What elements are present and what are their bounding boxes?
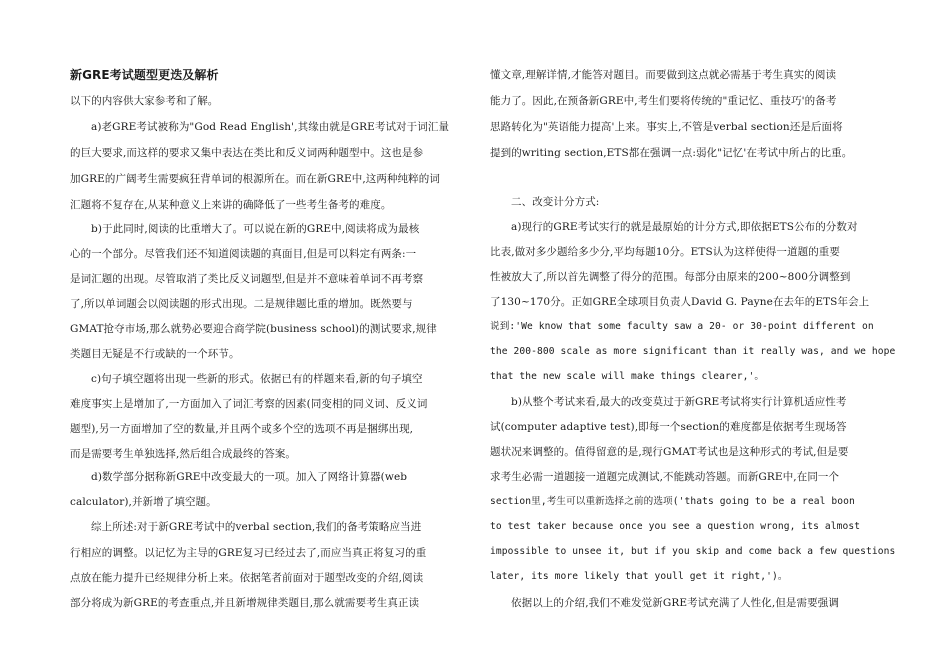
text-line: 汇题将不复存在,从某种意义上来讲的确降低了一些考生备考的难度。 (70, 199, 392, 211)
text-line: 求考生必需一道题接一道题完成测试,不能跳动答题。而新GRE中,在同一个 (490, 471, 840, 483)
text-line: 部分将成为新GRE的考查重点,并且新增规律类题目,那么就需要考生真正读 (70, 597, 420, 609)
text-line: 性被放大了,所以首先调整了得分的范围。每部分由原来的200~800分调整到 (490, 271, 851, 283)
text-line: 依据以上的介绍,我们不难发觉新GRE考试充满了人性化,但是需要强调 (511, 597, 839, 609)
text-line: a)现行的GRE考试实行的就是最原始的计分方式,即依据ETS公布的分数对 (511, 221, 858, 233)
text-line: c)句子填空题将出现一些新的形式。依据已有的样题来看,新的句子填空 (91, 373, 423, 385)
text-line: 试(computer adaptive test),即每一个section的难度都是依据考生现场答 (490, 421, 847, 433)
text-line: 以下的内容供大家参考和了解。 (70, 95, 219, 107)
text-line: 类题目无疑是不行或缺的一个环节。 (70, 348, 240, 360)
text-line: 综上所述:对于新GRE考试中的verbal section,我们的备考策略应当进 (91, 521, 422, 533)
text-line: 题型),另一方面增加了空的数量,并且两个或多个空的选项不再是捆绑出现, (70, 423, 414, 435)
text-line: 题状况来调整的。值得留意的是,现行GMAT考试也是这种形式的考试,但是要 (490, 446, 849, 458)
text-line: 行相应的调整。以记忆为主导的GRE复习已经过去了,而应当真正将复习的重 (70, 547, 427, 559)
quote-line: the 200-800 scale as more significant than it really was, and we hope (490, 346, 896, 357)
text-line: b)从整个考试来看,最大的改变莫过于新GRE考试将实行计算机适应性考 (511, 396, 847, 408)
text-line: b)于此同时,阅读的比重增大了。可以说在新的GRE中,阅读将成为最核 (91, 223, 420, 235)
text-line: 了,所以单词题会以阅读题的形式出现。二是规律题比重的增加。既然要与 (70, 298, 413, 310)
text-line: d)数学部分据称新GRE中改变最大的一项。加入了网络计算器(web (91, 471, 408, 483)
text-line: GMAT抢夺市场,那么就势必要迎合商学院(business school)的测试要求,规律 (70, 323, 437, 335)
text-line: 点放在能力提升已经规律分析上来。依据笔者前面对于题型改变的介绍,阅读 (70, 572, 424, 584)
text-line: 提到的writing section,ETS都在强调一点:弱化"记忆'在考试中所占的比重。 (490, 147, 853, 159)
section-heading: 二、改变计分方式: (511, 196, 600, 208)
quote-line: section里,考生可以重新选择之前的选项('thats going to be a real boon (490, 496, 855, 507)
text-line: 能力了。因此,在预备新GRE中,考生们要将传统的"重记忆、重技巧'的备考 (490, 95, 837, 107)
quote-line: to test taker because once you see a question wrong, its almost (490, 521, 861, 532)
quote-line: that the new scale will make things clearer,'。 (490, 371, 765, 382)
quote-line: later, its more likely that youll get it right,')。 (490, 571, 788, 582)
text-line: 了130~170分。正如GRE全球项目负责人David G. Payne在去年的ETS年会上 (490, 296, 870, 308)
text-line: 加GRE的广阔考生需要疯狂背单词的根源所在。而在新GRE中,这两种纯粹的词 (70, 173, 440, 185)
quote-line: 说到:'We know that some faculty saw a 20- or 30-point different on (490, 321, 874, 332)
text-line: a)老GRE考试被称为"God Read English',其缘由就是GRE考试对于词汇量 (91, 121, 450, 133)
quote-line: impossible to unsee it, but if you skip and come back a few questions (490, 546, 896, 557)
text-line: 的巨大要求,而这样的要求又集中表达在类比和反义词两种题型中。这也是参 (70, 147, 424, 159)
text-line: 心的一个部分。尽管我们还不知道阅读题的真面目,但是可以料定有两条:一 (70, 248, 417, 260)
text-line: 比表,做对多少题给多少分,平均每题10分。ETS认为这样使得一道题的重要 (490, 246, 840, 258)
text-line: 懂文章,理解详情,才能答对题目。而要做到这点就必需基于考生真实的阅读 (490, 69, 837, 81)
article-title: 新GRE考试题型更迭及解析 (70, 68, 219, 82)
text-line: 思路转化为"英语能力提高'上来。事实上,不管是verbal section还是后面将 (490, 121, 843, 133)
text-line: 难度事实上是增加了,一方面加入了词汇考察的因素(同变相的同义词、反义词 (70, 398, 428, 410)
text-line: 而是需要考生单独选择,然后组合成最终的答案。 (70, 448, 297, 460)
text-line: 是词汇题的出现。尽管取消了类比反义词题型,但是并不意味着单词不再考察 (70, 273, 424, 285)
text-line: calculator),并新增了填空题。 (70, 496, 217, 508)
